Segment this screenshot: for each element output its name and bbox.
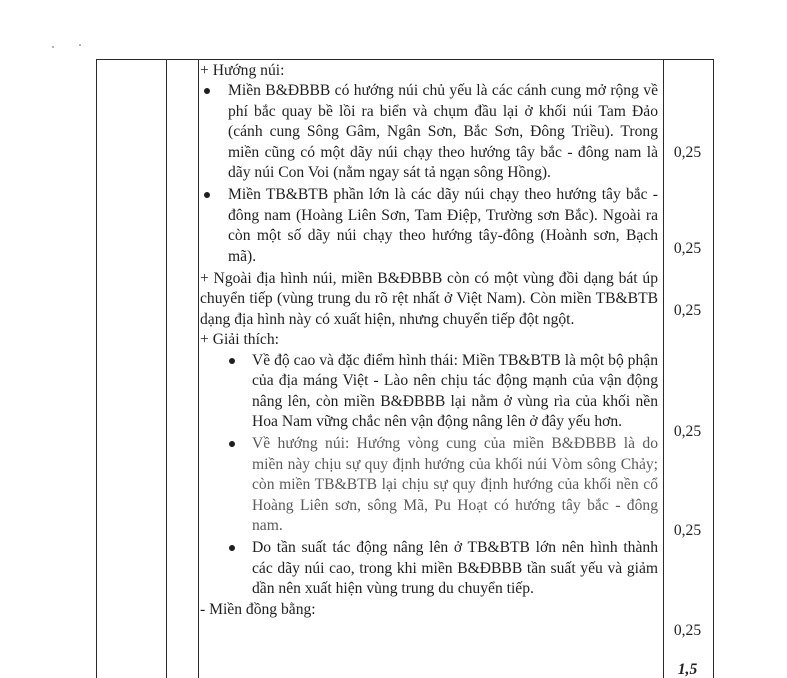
bullet-text: Về hướng núi: Hướng vòng cung của miền B&ĐBBB là do miền này chịu sự quy định hướng của khối núi Vòm sông Chảy; còn miền TB&BTB lại chịu sự quy định hướng của khối nền cổ Hoàng Liên sơn, sông Mã, Pu Hoạt có hướng tây bắc - đông nam. [252,435,658,534]
column-divider [166,60,167,678]
bullet-item [200,434,658,536]
bullet-dot-icon [229,441,235,447]
paragraph-ngoai-dia-hinh: + Ngoài địa hình núi, miền B&ĐBBB còn có một vùng đồi dạng bát úp chuyển tiếp (vùng trung du rõ rệt nhất ở Việt Nam). Còn miền TB&BTB dạng địa hình này có xuất hiện, nhưng chuyển tiếp đột ngột. [200,270,658,328]
bullet-item [200,81,658,183]
score-value: 0,25 [673,144,702,161]
giai-thich-heading: + Giải thích: [200,331,279,349]
bullet-item [200,538,658,599]
column-divider [198,60,199,678]
score-value: 0,25 [673,302,702,319]
answer-content-cell [200,61,658,620]
scan-speck [52,46,54,48]
bullet-dot-icon [229,545,235,551]
bullet-item [200,351,658,433]
bullet-dot-icon [204,192,210,198]
huong-nui-heading: + Hướng núi: [200,62,285,79]
score-value: 0,25 [673,622,702,639]
scan-speck [79,44,81,46]
bullet-text: Miền TB&BTB phần lớn là các dãy núi chạy theo hướng tây bắc - đông nam (Hoàng Liên Sơn, Tam Điệp, Trường sơn Bắc). Ngoài ra còn một số dãy núi chạy theo hướng tây-đông (Hoành sơn, Bạch mã). [228,186,658,265]
bullet-text: Do tần suất tác động nâng lên ở TB&BTB lớn nên hình thành các dãy núi cao, trong khi miền B&ĐBBB tần suất yếu và giảm dần nên xuất hiện vùng trung du chuyển tiếp. [252,539,658,598]
bullet-dot-icon [229,358,235,364]
score-value: 0,25 [673,240,702,257]
bullet-text: Về độ cao và đặc điểm hình thái: Miền TB&BTB là một bộ phận của địa máng Việt - Lào nên chịu tác động mạnh của vận động nâng lên, còn miền B&ĐBBB lại nằm ở vùng rìa của khối nền Hoa Nam vững chắc nên vận động nâng lên ở đây yếu hơn. [252,351,658,430]
bullet-dot-icon [204,88,210,94]
bullet-item [200,185,658,267]
mien-dong-bang-heading: - Miền đồng bằng: [200,600,316,618]
score-value: 0,25 [673,522,702,539]
bullet-text: Miền B&ĐBBB có hướng núi chủ yếu là các cánh cung mở rộng về phí bắc quay bề lồi ra biển và chụm đầu lại ở khối núi Tam Đảo (cánh cung Sông Gâm, Ngân Sơn, Bắc Sơn, Đông Triều). Trong miền cũng có một dãy núi chạy theo hướng tây bắc - đông nam là dãy núi Con Voi (nằm ngay sát tả ngạn sông Hồng). [228,82,658,182]
score-value: 0,25 [673,423,702,440]
score-total-value: 1,5 [677,661,698,678]
